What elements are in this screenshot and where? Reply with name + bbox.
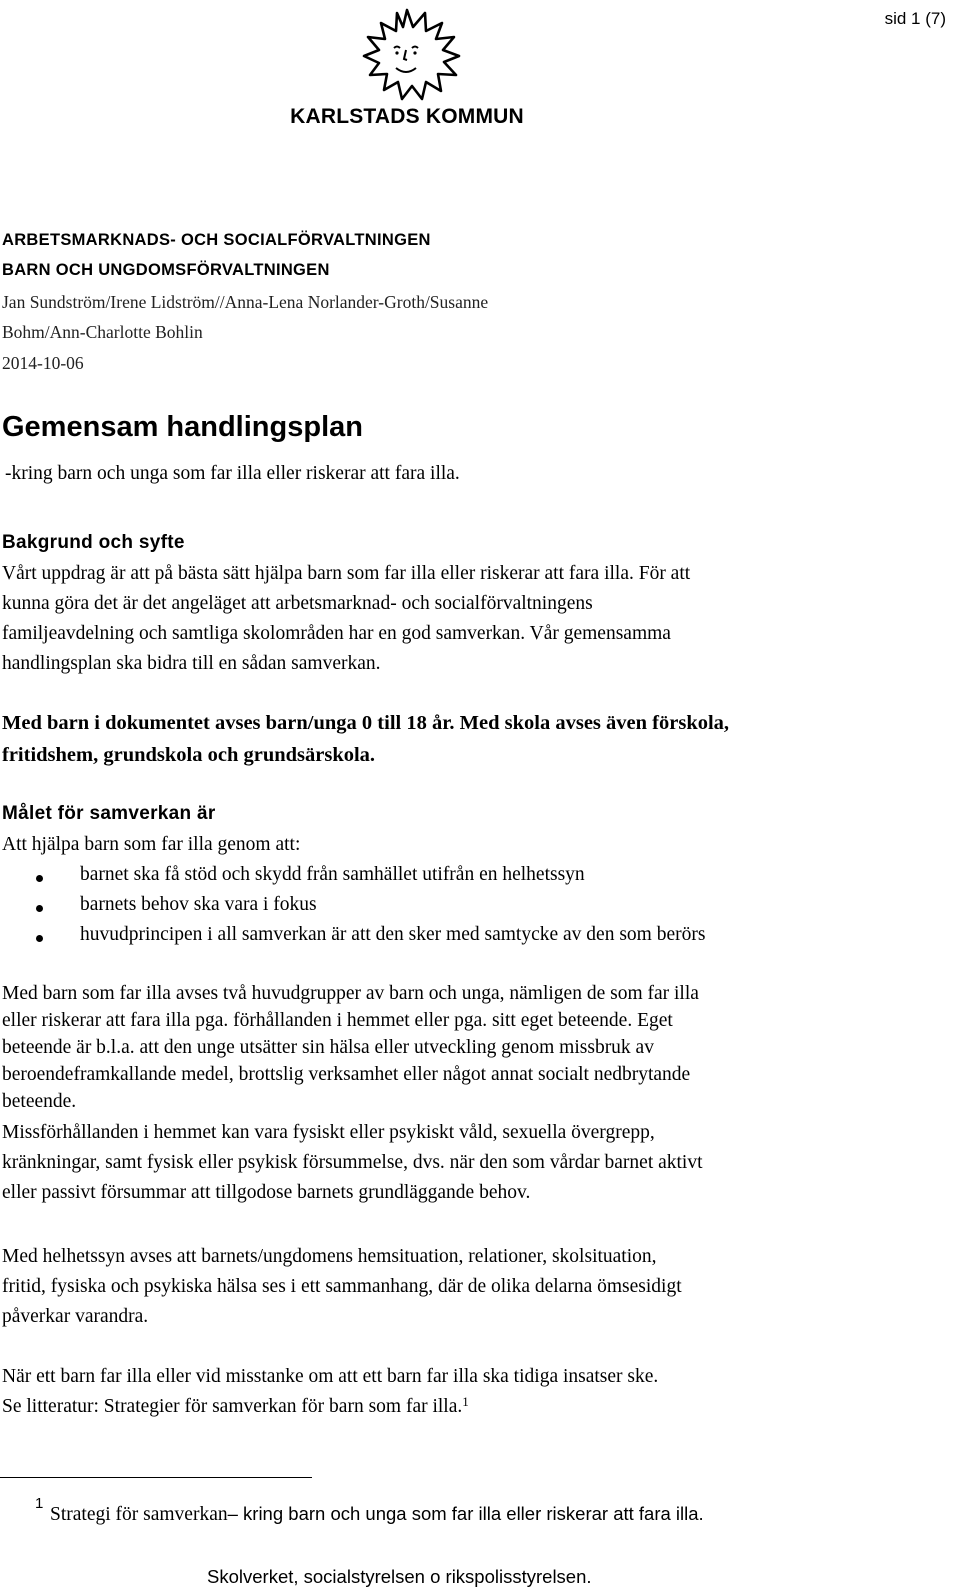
- paragraph-line: kunna göra det är det angeläget att arbetsmarknad- och socialförvaltningens: [2, 593, 593, 614]
- authors-line-2: Bohm/Ann-Charlotte Bohlin: [2, 322, 203, 342]
- karlstad-logo: [276, 4, 538, 129]
- literature-reference: [2, 1396, 469, 1418]
- authors-line-1: Jan Sundström/Irene Lidström//Anna-Lena Norlander-Groth/Susanne: [2, 292, 489, 312]
- paragraph-line: beteende är b.l.a. att den unge utsätter sin hälsa eller utveckling genom missbruk av: [2, 1037, 654, 1058]
- footnote-line-1: [50, 1503, 704, 1526]
- footnote-number: 1: [35, 1495, 44, 1512]
- document-date: 2014-10-06: [2, 353, 84, 373]
- paragraph-line: kränkningar, samt fysisk eller psykisk försummelse, dvs. när den som vårdar barnet aktivt: [2, 1152, 703, 1173]
- department-1: ARBETSMARKNADS- OCH SOCIALFÖRVALTNINGEN: [2, 231, 431, 249]
- paragraph-line: beroendeframkallande medel, brottslig verksamhet eller något annat socialt nedbrytande: [2, 1064, 691, 1085]
- logo-wordmark: KARLSTADS KOMMUN: [290, 105, 524, 128]
- list-item: huvudprincipen i all samverkan är att den sker med samtycke av den som berörs: [80, 924, 706, 945]
- paragraph-line: Med helhetssyn avses att barnets/ungdomens hemsituation, relationer, skolsituation,: [2, 1246, 657, 1267]
- document-title: Gemensam handlingsplan: [2, 411, 363, 443]
- footnote-ref[interactable]: 1: [462, 1394, 469, 1409]
- footnote-title: Strategi för samverkan: [50, 1504, 228, 1525]
- list-item: barnet ska få stöd och skydd från samhället utifrån en helhetssyn: [80, 864, 585, 885]
- paragraph-line: fritid, fysiska och psykiska hälsa ses i ett sammanhang, där de olika delarna ömsesidigt: [2, 1276, 682, 1297]
- bullet-icon: [36, 875, 43, 882]
- bold-definition-line: fritidshem, grundskola och grundsärskola.: [2, 744, 376, 766]
- paragraph-line: påverkar varandra.: [2, 1306, 149, 1327]
- paragraph-line: beteende.: [2, 1091, 77, 1112]
- bullet-icon: [36, 905, 43, 912]
- paragraph-line: eller passivt försummar att tillgodose barnets grundläggande behov.: [2, 1182, 531, 1203]
- goal-intro: Att hjälpa barn som far illa genom att:: [2, 834, 301, 855]
- paragraph-line: familjeavdelning och samtliga skolområden har en god samverkan. Vår gemensamma: [2, 623, 671, 644]
- paragraph-line: eller riskerar att fara illa pga. förhållanden i hemmet eller pga. sitt eget beteende. Eget: [2, 1010, 673, 1031]
- bullet-icon: [36, 935, 43, 942]
- paragraph-line: Vårt uppdrag är att på bästa sätt hjälpa barn som far illa eller riskerar att fara illa. För att: [2, 563, 691, 584]
- paragraph-line: handlingsplan ska bidra till en sådan samverkan.: [2, 653, 381, 674]
- document-subtitle: -kring barn och unga som far illa eller riskerar att fara illa.: [5, 463, 460, 484]
- section-heading-goal: Målet för samverkan är: [2, 803, 216, 824]
- paragraph-line: När ett barn far illa eller vid misstanke om att ett barn far illa ska tidiga insatser ske.: [2, 1366, 659, 1387]
- paragraph-line: Med barn som far illa avses två huvudgrupper av barn och unga, nämligen de som far illa: [2, 983, 699, 1004]
- department-2: BARN OCH UNGDOMSFÖRVALTNINGEN: [2, 261, 330, 279]
- literature-text: Se litteratur: Strategier för samverkan för barn som far illa.: [2, 1396, 463, 1417]
- list-item: barnets behov ska vara i fokus: [80, 894, 317, 915]
- bold-definition-line: Med barn i dokumentet avses barn/unga 0 till 18 år. Med skola avses även förskola,: [2, 712, 730, 734]
- sun-face-icon: [346, 4, 468, 104]
- footnote-continuation: – kring barn och unga som far illa eller riskerar att fara illa.: [227, 1503, 704, 1524]
- paragraph-line: Missförhållanden i hemmet kan vara fysiskt eller psykiskt våld, sexuella övergrepp,: [2, 1122, 655, 1143]
- section-heading-background: Bakgrund och syfte: [2, 532, 185, 553]
- footnote-divider: [0, 1477, 312, 1478]
- footnote-line-2: Skolverket, socialstyrelsen o rikspolisstyrelsen.: [207, 1566, 592, 1587]
- page-number: sid 1 (7): [884, 9, 946, 28]
